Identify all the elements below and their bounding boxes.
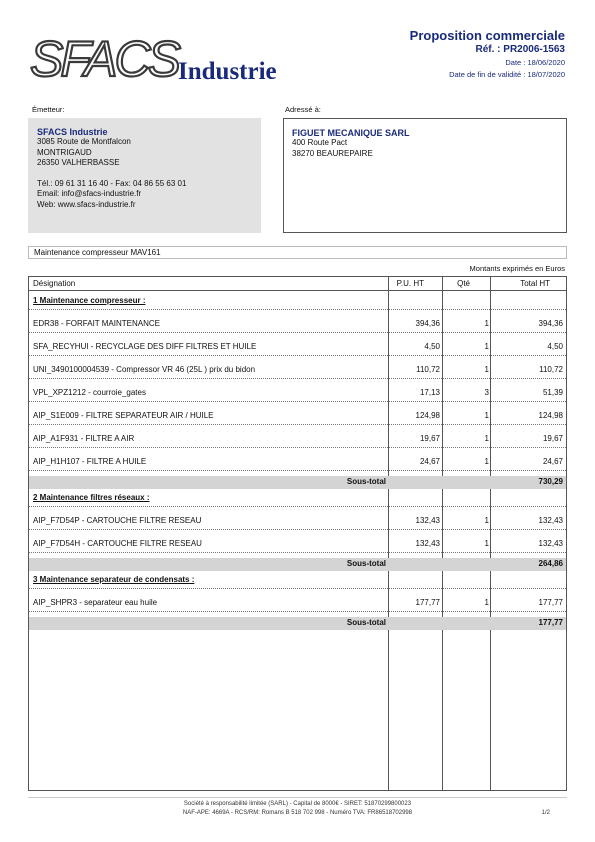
emetteur-name: SFACS Industrie bbox=[37, 127, 108, 137]
document-title: Proposition commerciale bbox=[409, 28, 565, 43]
item-unit-price: 19,67 bbox=[419, 434, 440, 443]
header-total: Total HT bbox=[520, 279, 550, 288]
item-unit-price: 17,13 bbox=[419, 388, 440, 397]
item-quantity: 1 bbox=[484, 539, 489, 548]
item-unit-price: 124,98 bbox=[415, 411, 440, 420]
footer-legal-1: Société à responsabilité limitée (SARL) - Capital de 8000€ - SIRET: 51870299800023 bbox=[183, 801, 412, 807]
item-quantity: 1 bbox=[484, 319, 489, 328]
destinataire-address-1: 400 Route Pact bbox=[292, 138, 348, 147]
item-total: 51,39 bbox=[542, 388, 563, 397]
item-designation: EDR38 - FORFAIT MAINTENANCE bbox=[33, 319, 160, 328]
table-row bbox=[29, 338, 566, 356]
item-unit-price: 177,77 bbox=[415, 598, 440, 607]
item-quantity: 3 bbox=[484, 388, 489, 397]
table-row bbox=[29, 315, 566, 333]
item-quantity: 1 bbox=[484, 457, 489, 466]
item-quantity: 1 bbox=[484, 365, 489, 374]
item-quantity: 1 bbox=[484, 598, 489, 607]
company-logo bbox=[28, 30, 313, 84]
item-designation: AIP_A1F931 - FILTRE A AIR bbox=[33, 434, 135, 443]
item-unit-price: 4,50 bbox=[424, 342, 440, 351]
item-designation: AIP_F7D54H - CARTOUCHE FILTRE RESEAU bbox=[33, 539, 202, 548]
subtotal-row bbox=[29, 617, 566, 630]
item-total: 132,43 bbox=[538, 539, 563, 548]
subtotal-label: Sous-total bbox=[346, 618, 386, 627]
header-designation: Désignation bbox=[33, 279, 76, 288]
subtotal-value: 730,29 bbox=[538, 477, 563, 486]
destinataire-name: FIGUET MECANIQUE SARL bbox=[292, 128, 410, 138]
section-title: 3 Maintenance separateur de condensats : bbox=[33, 575, 195, 584]
footer-legal-2: NAF-APE: 4669A - RCS/RM: Romans B 518 702 998 - Numéro TVA: FR86518702998 bbox=[182, 810, 413, 816]
subtotal-row bbox=[29, 558, 566, 571]
subtotal-label: Sous-total bbox=[346, 477, 386, 486]
page-number: 1/2 bbox=[541, 810, 550, 816]
emetteur-box bbox=[28, 118, 261, 233]
item-unit-price: 132,43 bbox=[415, 539, 440, 548]
item-quantity: 1 bbox=[484, 342, 489, 351]
section-title: 2 Maintenance filtres réseaux : bbox=[33, 493, 150, 502]
item-designation: VPL_XPZ1212 - courroie_gates bbox=[33, 388, 146, 397]
item-unit-price: 110,72 bbox=[416, 365, 440, 374]
subtotal-value: 177,77 bbox=[538, 618, 563, 627]
document-header bbox=[410, 28, 565, 79]
item-total: 110,72 bbox=[539, 365, 563, 374]
item-designation: AIP_H1H107 - FILTRE A HUILE bbox=[33, 457, 147, 466]
item-designation: AIP_SHPR3 - separateur eau huile bbox=[33, 598, 158, 607]
table-row bbox=[29, 512, 566, 530]
item-quantity: 1 bbox=[484, 411, 489, 420]
emetteur-web: Web: www.sfacs-industrie.fr bbox=[37, 199, 136, 209]
subtotal-row bbox=[29, 476, 566, 489]
item-designation: SFA_RECYHUI - RECYCLAGE DES DIFF FILTRES ET HUILE bbox=[33, 342, 257, 351]
table-row bbox=[29, 594, 566, 612]
table-row bbox=[29, 453, 566, 471]
item-quantity: 1 bbox=[484, 516, 489, 525]
item-designation: AIP_S1E009 - FILTRE SEPARATEUR AIR / HUILE bbox=[33, 411, 214, 420]
section-row bbox=[29, 489, 566, 507]
subtotal-label: Sous-total bbox=[346, 559, 386, 568]
table-row bbox=[29, 361, 566, 379]
table-row bbox=[29, 535, 566, 553]
item-unit-price: 394,36 bbox=[415, 319, 440, 328]
item-unit-price: 132,43 bbox=[415, 516, 440, 525]
document-date: Date : 18/06/2020 bbox=[505, 58, 565, 67]
emetteur-phone: Tél.: 09 61 31 16 40 - Fax: 04 86 55 63 01 bbox=[37, 178, 187, 188]
table-row bbox=[29, 407, 566, 425]
table-row bbox=[29, 430, 566, 448]
document-ref: Réf. : PR2006-1563 bbox=[475, 44, 565, 55]
item-total: 4,50 bbox=[547, 342, 563, 351]
table-row bbox=[29, 384, 566, 402]
emetteur-label: Émetteur: bbox=[32, 105, 65, 114]
subtotal-value: 264,86 bbox=[538, 559, 563, 568]
item-total: 132,43 bbox=[538, 516, 563, 525]
logo-sub-text: Industrie bbox=[178, 58, 277, 84]
validity-date: Date de fin de validité : 18/07/2020 bbox=[449, 70, 565, 79]
items-table bbox=[28, 276, 567, 791]
item-total: 124,98 bbox=[538, 411, 563, 420]
item-total: 394,36 bbox=[538, 319, 563, 328]
emetteur-email: Email: info@sfacs-industrie.fr bbox=[37, 189, 142, 198]
logo-main-text: SFACS bbox=[30, 31, 178, 84]
item-total: 19,67 bbox=[542, 434, 563, 443]
section-row bbox=[29, 571, 566, 589]
header-pu: P.U. HT bbox=[396, 279, 424, 288]
destinataire-address-2: 38270 BEAUREPAIRE bbox=[292, 148, 373, 158]
table-header bbox=[29, 277, 566, 291]
section-row bbox=[29, 292, 566, 310]
emetteur-address-2: MONTRIGAUD bbox=[37, 147, 92, 157]
emetteur-address-1: 3085 Route de Montfalcon bbox=[37, 137, 131, 146]
section-title: 1 Maintenance compresseur : bbox=[33, 296, 146, 305]
item-total: 177,77 bbox=[538, 598, 563, 607]
footer-divider bbox=[28, 797, 567, 798]
header-qty: Qté bbox=[457, 279, 470, 288]
item-total: 24,67 bbox=[542, 457, 563, 466]
currency-note: Montants exprimés en Euros bbox=[469, 264, 565, 273]
item-quantity: 1 bbox=[484, 434, 489, 443]
item-designation: UNI_3490100004539 - Compressor VR 46 (25L ) prix du bidon bbox=[33, 365, 256, 374]
item-designation: AIP_F7D54P - CARTOUCHE FILTRE RESEAU bbox=[33, 516, 202, 525]
item-unit-price: 24,67 bbox=[419, 457, 440, 466]
destinataire-box bbox=[283, 118, 567, 233]
emetteur-address-3: 26350 VALHERBASSE bbox=[37, 158, 120, 167]
destinataire-label: Adressé à: bbox=[285, 105, 321, 114]
proposal-subject: Maintenance compresseur MAV161 bbox=[28, 246, 567, 259]
